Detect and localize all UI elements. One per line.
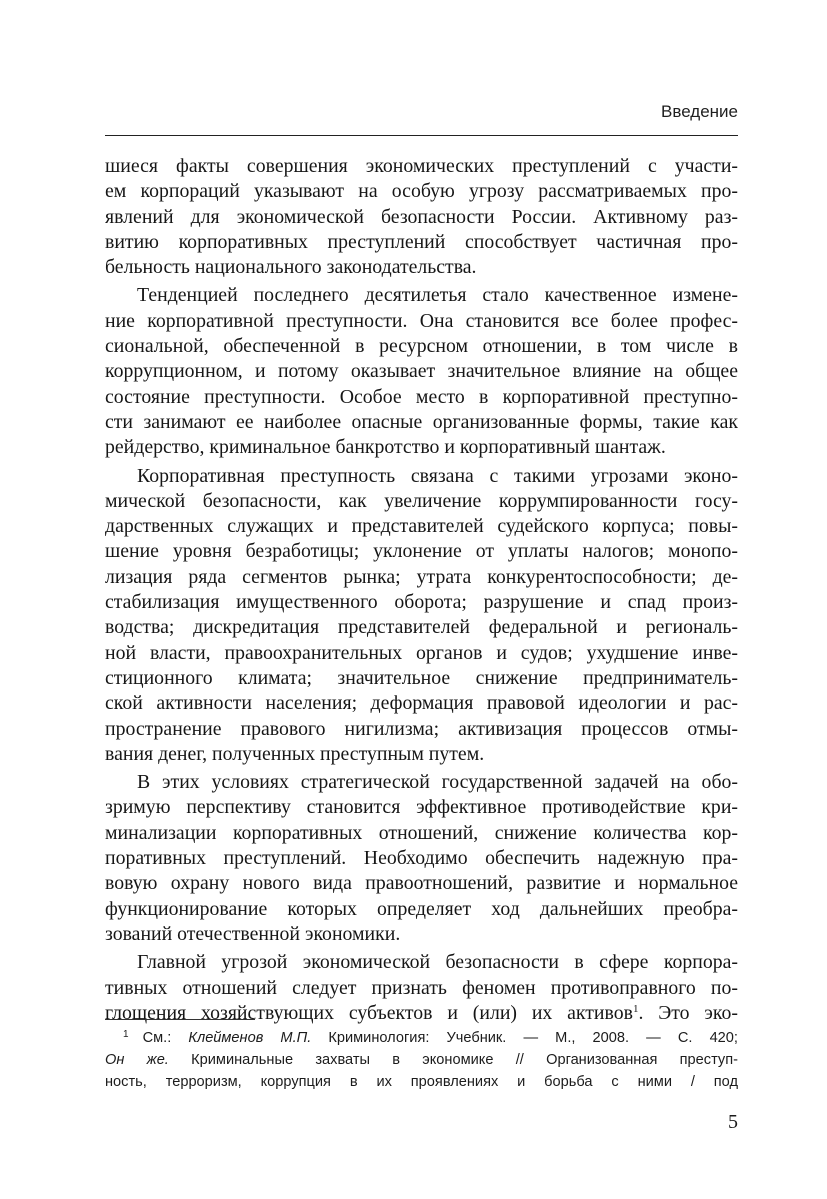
text-line: ской активности населения; деформация правовой идеологии и рас- bbox=[105, 692, 738, 715]
text-line: Тенденцией последнего десятилетья стало качественное измене- bbox=[137, 284, 738, 307]
text-line: мической безопасности, как увеличение коррумпированности госу- bbox=[105, 489, 738, 512]
text-line: ние корпоративной преступности. Она становится все более профес- bbox=[105, 309, 738, 332]
text-line: стабилизация имущественного оборота; разрушение и спад произ- bbox=[105, 591, 738, 614]
footnote-line: ность, терроризм, коррупция в их проявлениях и борьба с ними / под bbox=[105, 1074, 738, 1090]
page-number: 5 bbox=[728, 1111, 738, 1133]
text-line: ем корпораций указывают на особую угрозу рассматриваемых про- bbox=[105, 180, 738, 203]
text-line: явлений для экономической безопасности России. Активному раз- bbox=[105, 205, 738, 228]
text-line: Главной угрозой экономической безопасности в сфере корпора- bbox=[137, 951, 738, 974]
text-line: Корпоративная преступность связана с такими угрозами эконо- bbox=[137, 464, 738, 487]
text-line: витию корпоративных преступлений способствует частичная про- bbox=[105, 230, 738, 253]
text-line: бельность национального законодательства. bbox=[105, 256, 477, 279]
text-line: сиональной, обеспеченной в ресурсном отношении, в том числе в bbox=[105, 335, 738, 358]
footnote-text: Криминология: Учебник. — М., 2008. — С. 420; bbox=[328, 1030, 738, 1046]
header-rule bbox=[105, 135, 738, 136]
footnote bbox=[105, 1027, 738, 1093]
footnote-text: См.: bbox=[142, 1030, 172, 1046]
text-line: состояние преступности. Особое место в корпоративной преступно- bbox=[105, 385, 738, 408]
footnote-mark: 1 bbox=[123, 1029, 129, 1040]
text-line: функционирование которых определяет ход дальнейших преобра- bbox=[105, 897, 738, 920]
paragraph bbox=[105, 950, 738, 1026]
text-line: пространение правового нигилизма; активизация процессов отмы- bbox=[105, 717, 738, 740]
text-line: шение уровня безработицы; уклонение от уплаты налогов; монопо- bbox=[105, 540, 738, 563]
running-head-title: Введение bbox=[661, 102, 738, 121]
text-line: В этих условиях стратегической государственной задачей на обо- bbox=[137, 771, 738, 794]
text-line: минализации корпоративных отношений, снижение количества кор- bbox=[105, 821, 738, 844]
footnote-rule bbox=[105, 1019, 255, 1020]
footnote-line bbox=[105, 1027, 738, 1049]
text-line: зований отечественной экономики. bbox=[105, 922, 401, 945]
text-line: тивных отношений следует признать феномен противоправного по- bbox=[105, 976, 738, 999]
text-line: вовую охрану нового вида правоотношений, развитие и нормальное bbox=[105, 872, 738, 895]
paragraph bbox=[105, 283, 738, 460]
text-line: шиеся факты совершения экономических преступлений с участи- bbox=[105, 155, 738, 177]
text-line: рейдерство, криминальное банкротство и корпоративный шантаж. bbox=[105, 436, 666, 459]
footnote-reference[interactable]: 1 bbox=[632, 1002, 639, 1015]
text-line: поративных преступлений. Необходимо обеспечить надежную пра- bbox=[105, 847, 738, 870]
text-line: ной власти, правоохранительных органов и судов; ухудшение инве- bbox=[105, 641, 738, 664]
footnote-text: Криминальные захваты в экономике // Организованная преступ- bbox=[191, 1052, 738, 1068]
text-segment: глощения хозяйствующих субъектов и (или) их активов bbox=[105, 1001, 633, 1024]
text-line: лизация ряда сегментов рынка; утрата конкурентоспособности; де- bbox=[105, 565, 738, 588]
text-line: зримую перспективу становится эффективное противодействие кри- bbox=[105, 796, 738, 819]
text-line: сти занимают ее наиболее опасные организованные формы, такие как bbox=[105, 410, 738, 433]
text-segment: . Это эко- bbox=[638, 1001, 738, 1024]
footnote-line bbox=[105, 1049, 738, 1071]
paragraph bbox=[105, 770, 738, 947]
text-line: коррупционном, и потому оказывает значительное влияние на общее bbox=[105, 360, 738, 383]
paragraph bbox=[105, 154, 738, 280]
footnote-author: Он же. bbox=[105, 1052, 169, 1068]
paragraph bbox=[105, 464, 738, 768]
text-line: стиционного климата; значительное снижение предприниматель- bbox=[105, 666, 738, 689]
text-line: вания денег, полученных преступным путем. bbox=[105, 742, 485, 765]
body-text bbox=[105, 154, 738, 1026]
text-line-with-note bbox=[105, 1001, 738, 1026]
footnote-author: Клейменов М.П. bbox=[188, 1030, 312, 1046]
text-line: водства; дискредитация представителей федеральной и региональ- bbox=[105, 616, 738, 639]
text-line: дарственных служащих и представителей судейского корпуса; повы- bbox=[105, 515, 738, 538]
